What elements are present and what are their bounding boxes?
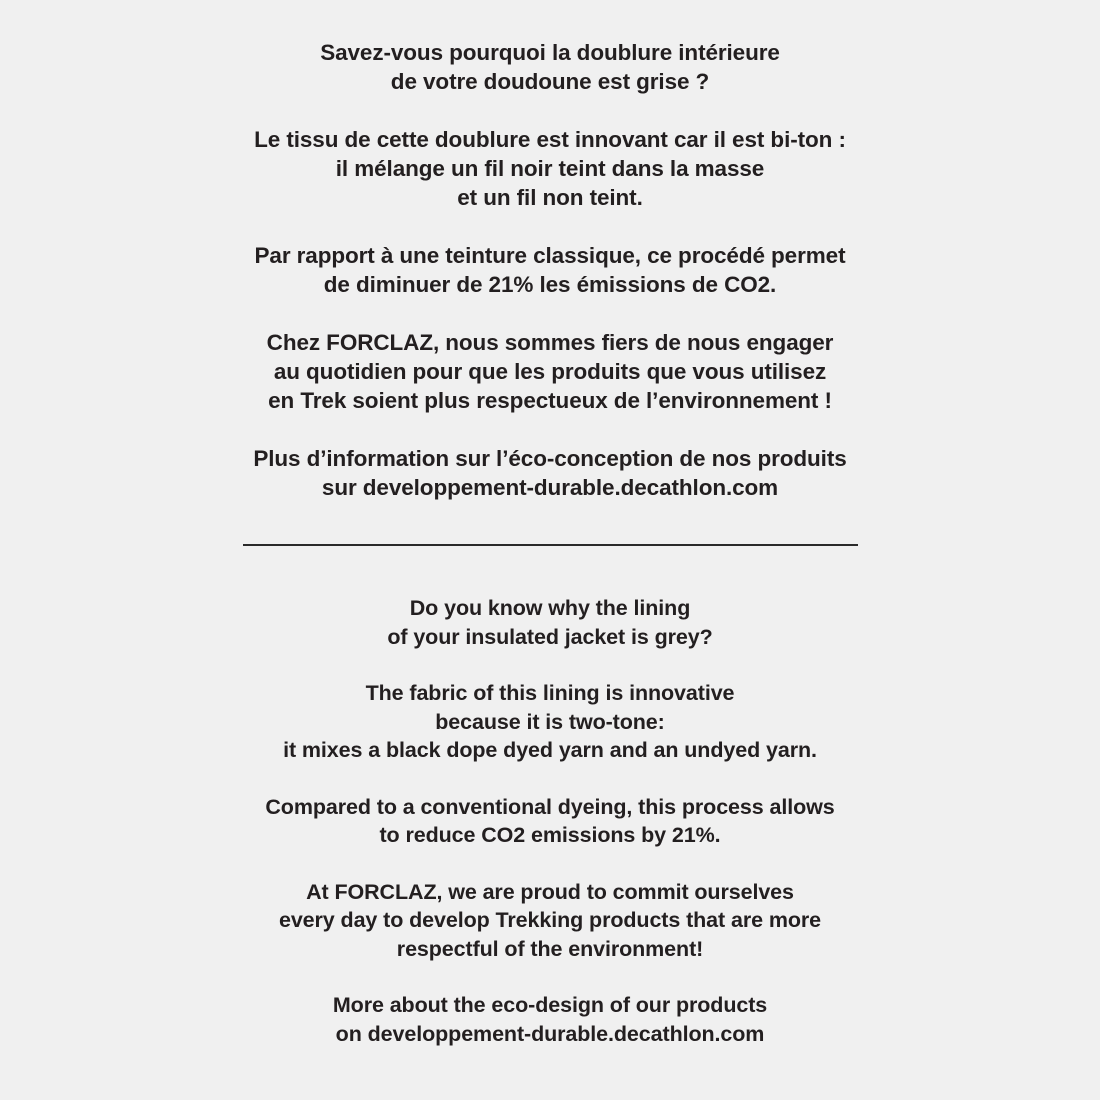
text-line: to reduce CO2 emissions by 21%. — [379, 823, 721, 847]
text-line: il mélange un fil noir teint dans la masse — [335, 156, 765, 181]
english-section — [100, 594, 1000, 1048]
text-line: Do you know why the lining — [409, 596, 691, 620]
text-line: Chez FORCLAZ, nous sommes fiers de nous engager — [266, 330, 834, 355]
text-line: Compared to a conventional dyeing, this process allows — [265, 794, 835, 819]
text-line: Par rapport à une teinture classique, ce procédé permet — [254, 243, 846, 268]
text-line: au quotidien pour que les produits que vous utilisez — [273, 359, 827, 384]
text-line: it mixes a black dope dyed yarn and an undyed yarn. — [283, 738, 817, 762]
text-line: The fabric of this lining is innovative — [365, 681, 735, 705]
text-line: every day to develop Trekking products that are more — [278, 908, 822, 932]
text-line: et un fil non teint. — [457, 185, 643, 210]
text-line: sur developpement-durable.decathlon.com — [321, 475, 779, 500]
section-divider — [243, 544, 858, 546]
french-section — [100, 38, 1000, 502]
text-line: de votre doudoune est grise ? — [390, 69, 710, 94]
paragraph — [100, 241, 1000, 299]
paragraph — [100, 793, 1000, 850]
paragraph — [100, 878, 1000, 964]
text-line: de diminuer de 21% les émissions de CO2. — [323, 272, 777, 297]
text-line: Savez-vous pourquoi la doublure intérieure — [320, 40, 780, 65]
text-line: Plus d’information sur l’éco-conception de nos produits — [253, 446, 847, 471]
paragraph — [100, 679, 1000, 765]
paragraph — [100, 594, 1000, 651]
text-line: respectful of the environment! — [396, 936, 704, 961]
text-line: on developpement-durable.decathlon.com — [335, 1021, 765, 1046]
paragraph — [100, 125, 1000, 212]
text-line: en Trek soient plus respectueux de l’environnement ! — [268, 388, 832, 413]
paragraph — [100, 991, 1000, 1048]
paragraph — [100, 444, 1000, 502]
paragraph — [100, 328, 1000, 415]
text-line: Le tissu de cette doublure est innovant car il est bi-ton : — [254, 127, 846, 152]
text-line: More about the eco-design of our products — [332, 993, 768, 1017]
text-line: of your insulated jacket is grey? — [387, 624, 713, 649]
paragraph — [100, 38, 1000, 96]
text-line: At FORCLAZ, we are proud to commit ourselves — [306, 879, 794, 904]
text-line: because it is two-tone: — [435, 709, 665, 734]
